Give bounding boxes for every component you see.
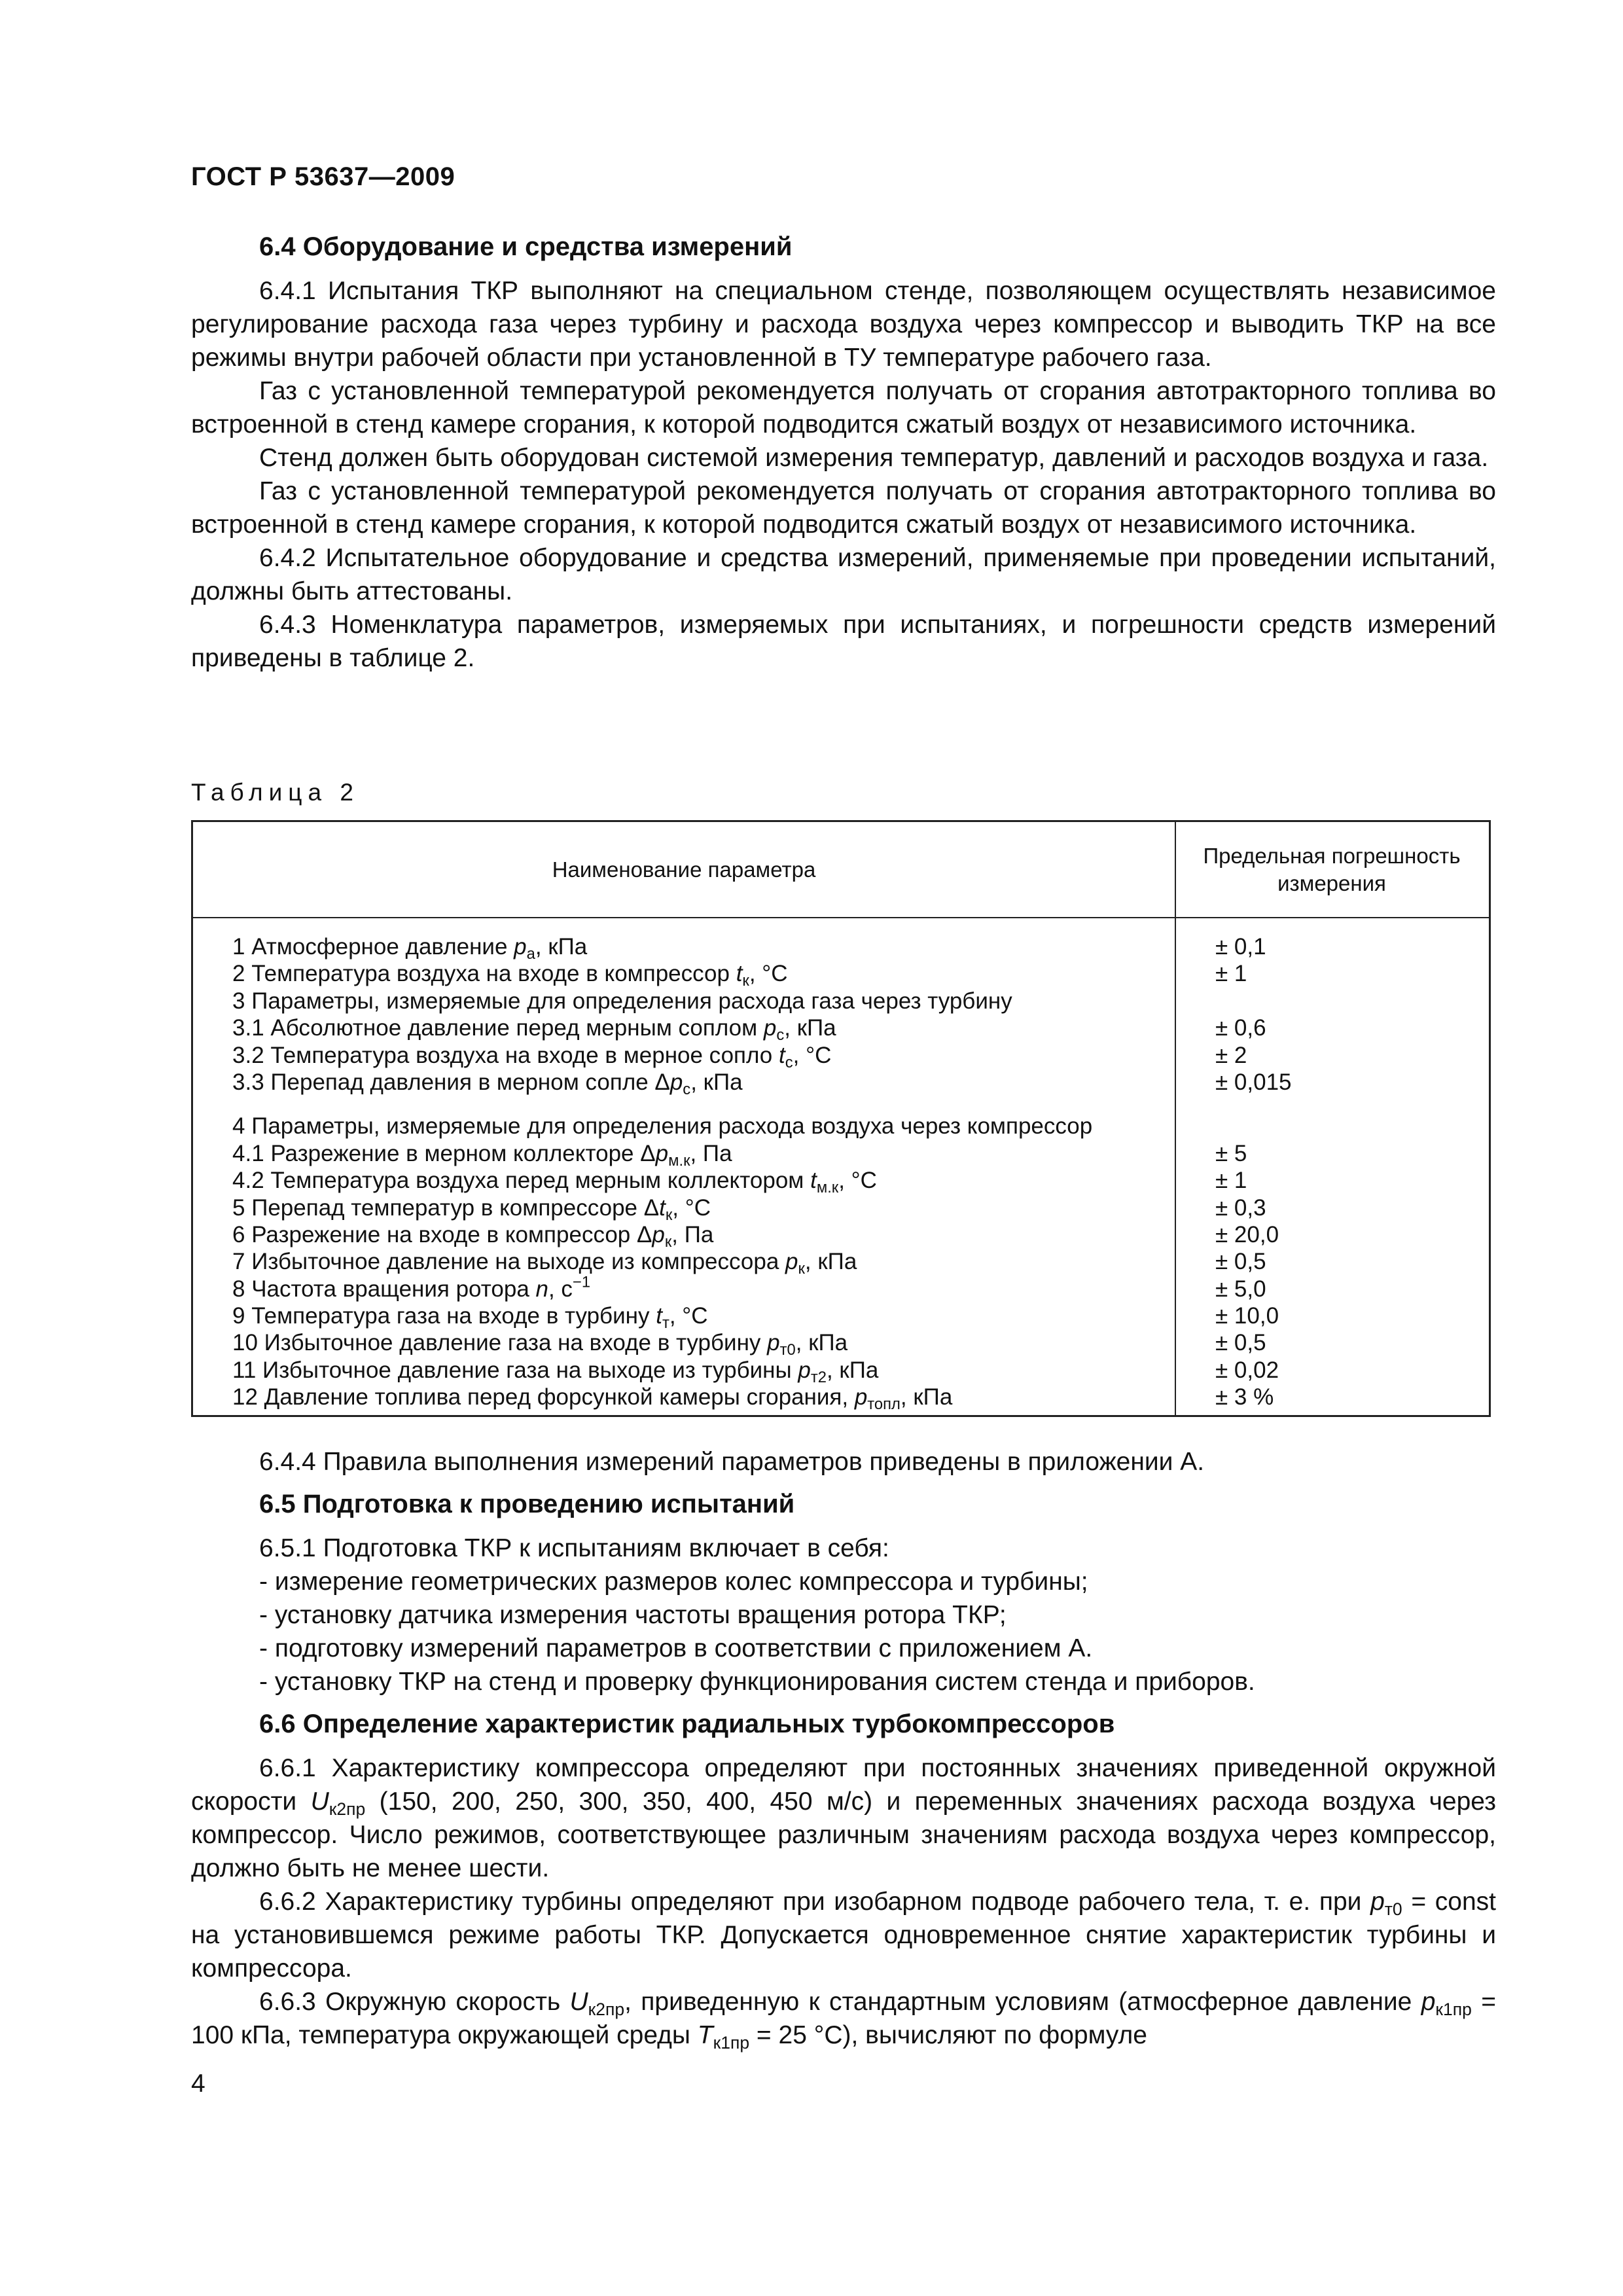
table-row [193,1357,1489,1384]
table-header-parameter: Наименование параметра [552,857,816,882]
parameter-name: 6 Разрежение на входе в компрессор $\Delta p_к$, Па [232,1221,714,1251]
table-row [193,1302,1489,1333]
section-6-4 [191,230,1496,675]
paragraph-6-5-1: 6.5.1 Подготовка ТКР к испытаниям включает в себя: [259,1534,889,1562]
parameter-name: 10 Избыточное давление газа на входе в турбину $p_{т0}$, кПа [232,1330,848,1359]
parameter-name: 2 Температура воздуха на входе в компрессор $t_к$, °С [232,961,788,990]
parameter-name: 12 Давление топлива перед форсункой камеры сгорания, $p_{топл}$, кПа [232,1384,953,1414]
error-value: ± 1 [1215,1168,1247,1194]
paragraph-stand: Стенд должен быть оборудован системой измерения температур, давлений и расходов воздуха и газа. [259,444,1489,472]
parameter-name: 3.1 Абсолютное давление перед мерным соплом $p_с$, кПа [232,1015,836,1045]
error-value: ± 0,5 [1215,1249,1266,1275]
paragraph-6-6-2: 6.6.2 Характеристику турбины определяют при изобарном подводе рабочего тела, т. е. при $p_{т0}$ = const на установившемся режиме работы ТКР. Допускается одновременное снятие характеристик турбины и компрессора. [191,1888,1496,1982]
parameter-name: 11 Избыточное давление газа на выходе из турбины $p_{т2}$, кПа [232,1357,879,1386]
error-value: ± 10,0 [1215,1303,1279,1329]
section-heading-6-4: 6.4 Оборудование и средства измерений [259,232,793,261]
paragraph-gas: Газ с установленной температурой рекомендуется получать от сгорания автотракторного топлива во встроенной в стенд камере сгорания, к которой подводится сжатый воздух от независимого источника. [191,377,1496,439]
paragraph-6-4-2: 6.4.2 Испытательное оборудование и средства измерений, применяемые при проведении испытаний, должны быть аттестованы. [191,544,1496,605]
table-row [193,960,1489,990]
table-row [193,988,1489,1014]
error-value: ± 5,0 [1215,1276,1266,1302]
parameter-name: 8 Частота вращения ротора n, $с^{-1}$ [232,1273,591,1302]
table-row [193,1273,1489,1302]
list-item: - установку ТКР на стенд и проверку функционирования систем стенда и приборов. [259,1668,1255,1696]
parameter-name: 4.2 Температура воздуха перед мерным коллектором $t_{м.к}$, °С [232,1168,877,1197]
parameter-name: 5 Перепад температур в компрессоре $\Delta t_к$, °С [232,1194,711,1224]
parameter-name: 3.3 Перепад давления в мерном сопле $\Delta p_с$, кПа [232,1069,743,1099]
error-value: ± 3 % [1215,1384,1274,1410]
parameter-name: 9 Температура газа на входе в турбину $t_т$, °С [232,1303,708,1333]
parameter-name: 1 Атмосферное давление $p_а$, кПа [232,934,588,963]
table-caption: Таблица 2 [191,779,359,806]
table-header-divider [193,917,1489,918]
error-value: ± 0,1 [1215,934,1266,960]
table-row [193,1221,1489,1251]
error-value: ± 0,6 [1215,1015,1266,1041]
list-item: - измерение геометрических размеров колес компрессора и турбины; [259,1568,1088,1596]
parameter-name: 7 Избыточное давление на выходе из компрессора $p_к$, кПа [232,1249,857,1278]
list-item: - установку датчика измерения частоты вращения ротора ТКР; [259,1601,1007,1629]
error-value: ± 20,0 [1215,1221,1279,1247]
error-value: ± 0,5 [1215,1330,1266,1356]
table-row [193,933,1489,963]
paragraph-gas-repeat: Газ с установленной температурой рекомендуется получать от сгорания автотракторного топлива во встроенной в стенд камере сгорания, к которой подводится сжатый воздух от независимого источника. [191,477,1496,539]
table-header-error: Предельная погрешность измерения [1203,843,1461,895]
parameter-name: 3.2 Температура воздуха на входе в мерное сопло $t_с$, °С [232,1042,832,1071]
section-heading-6-6: 6.6 Определение характеристик радиальных турбокомпрессоров [259,1710,1115,1738]
parameter-name: 3 Параметры, измеряемые для определения расхода газа через турбину [232,988,1012,1014]
table-row [193,1167,1489,1197]
error-value: ± 0,3 [1215,1194,1266,1221]
table-row [193,1113,1489,1139]
error-value: ± 5 [1215,1140,1247,1166]
table-row [193,1194,1489,1224]
error-value: ± 0,02 [1215,1357,1279,1383]
table-row [193,1384,1489,1414]
preparation-list [191,1565,1496,1698]
parameter-name: 4 Параметры, измеряемые для определения расхода воздуха через компрессор [232,1113,1093,1139]
paragraph-6-6-1: 6.6.1 Характеристику компрессора определяют при постоянных значениях приведенной окружной скорости $U_{к2пр}$ (150, 200, 250, 300, 350, 400, 450 м/с) и переменных значениях расхода воздуха через компрессор. Число режимов, соответствующее различным значениям расхода воздуха через компрессор, должно быть не менее шести. [191,1754,1496,1882]
table-row [193,1014,1489,1045]
list-item: - подготовку измерений параметров в соответствии с приложением А. [259,1634,1093,1662]
section-heading-6-5: 6.5 Подготовка к проведению испытаний [259,1490,795,1518]
table-row [193,1248,1489,1278]
table-body [193,933,1489,1414]
page-number: 4 [191,2070,205,2098]
error-value: ± 0,015 [1215,1069,1292,1095]
section-6-5-6-6 [191,1445,1496,2052]
table-row [193,1042,1489,1069]
paragraph-6-6-3: 6.6.3 Окружную скорость $U_{к2пр}$, приведенную к стандартным условиям (атмосферное давление $p_{к1пр} = 100$ кПа, температура окружающей среды $T_{к1пр} = 25$ °С), вычисляют по формуле [191,1988,1496,2053]
error-value: ± 1 [1215,961,1247,987]
paragraph-6-4-3: 6.4.3 Номенклатура параметров, измеряемых при испытаниях, и погрешности средств измерений приведены в таблице 2. [191,611,1496,672]
parameters-table [191,820,1491,1417]
table-row [193,1140,1489,1170]
table-row [193,1069,1489,1099]
paragraph-6-4-4: 6.4.4 Правила выполнения измерений параметров приведены в приложении А. [259,1448,1205,1476]
document-header: ГОСТ Р 53637—2009 [191,162,455,191]
paragraph-6-4-1: 6.4.1 Испытания ТКР выполняют на специальном стенде, позволяющем осуществлять независимое регулирование расхода газа через турбину и расхода воздуха через компрессор и выводить ТКР на все режимы внутри рабочей области при установленной в ТУ температуре рабочего газа. [191,277,1496,372]
error-value: ± 2 [1215,1042,1247,1068]
parameter-name: 4.1 Разрежение в мерном коллекторе $\Delta p_{м.к}$, Па [232,1140,732,1170]
table-row [193,1329,1489,1359]
